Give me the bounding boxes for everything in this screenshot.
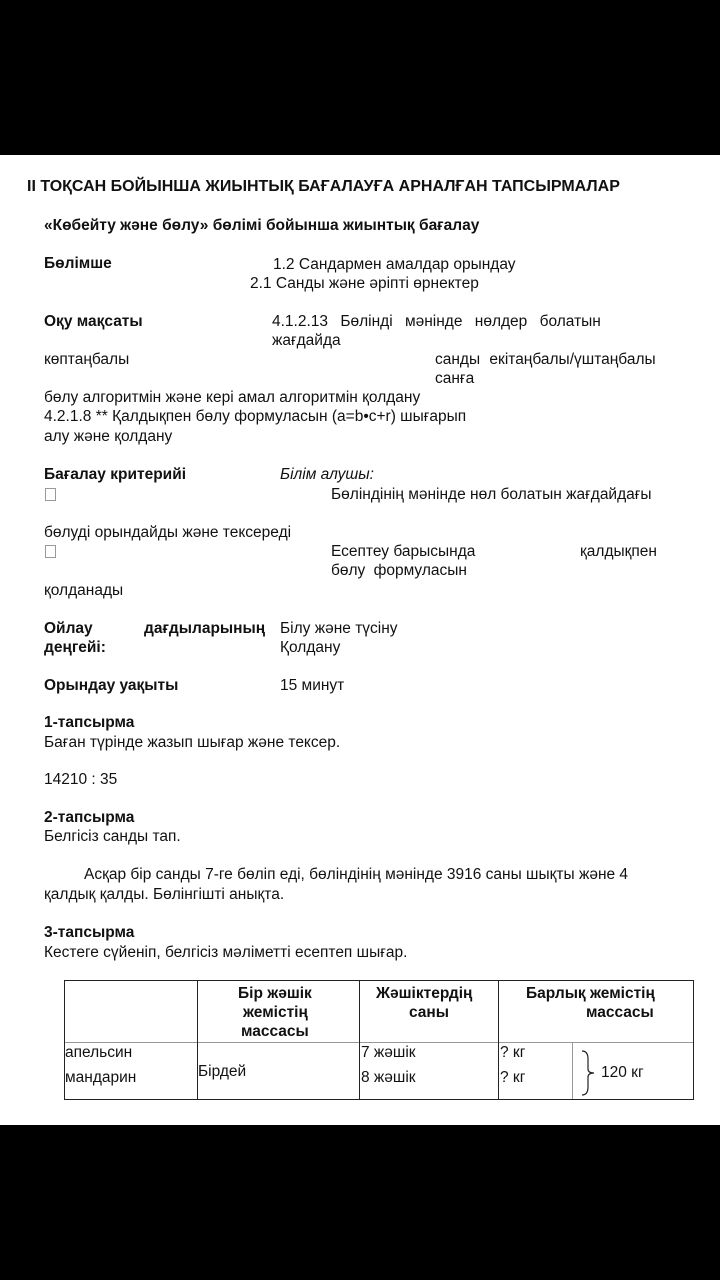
time-value: 15 минут xyxy=(280,677,345,694)
task2-problem-2: қалдық қалды. Бөлінгішті анықта. xyxy=(44,886,285,903)
task1-expression: 14210 : 35 xyxy=(44,771,118,788)
table-header-1b: жемістің xyxy=(243,1004,308,1021)
section-label: Бөлімше xyxy=(44,255,112,272)
table-row-mass: ? кг xyxy=(500,1044,526,1061)
goal-text-5: алу және қолдану xyxy=(44,428,173,445)
criteria-1a: Бөліндінің мәнінде нөл болатын жағдайдағы xyxy=(331,486,652,503)
criteria-1b: бөлуді орындайды және тексереді xyxy=(44,524,292,541)
table-same-value: Бірдей xyxy=(198,1063,247,1080)
table-row-mass: ? кг xyxy=(500,1069,526,1086)
thinking-value-1: Білу және түсіну xyxy=(280,620,398,637)
table-row-boxes: 8 жәшік xyxy=(361,1069,416,1086)
table-header-3b: массасы xyxy=(586,1004,654,1021)
task1-text: Баған түрінде жазып шығар және тексер. xyxy=(44,734,341,751)
thinking-label-1: Ойлау xyxy=(44,620,93,637)
goal-text-4: 4.2.1.8 ** Қалдықпен бөлу формуласын (a=b•c+r) шығарып xyxy=(44,408,467,425)
criteria-learner: Білім алушы: xyxy=(280,466,374,483)
thinking-label-3: деңгейі: xyxy=(44,639,106,656)
section-line-2: 2.1 Санды және әріпті өрнектер xyxy=(250,275,479,292)
goal-text-2a: көптаңбалы xyxy=(44,351,130,368)
task3-title: 3-тапсырма xyxy=(44,924,135,941)
criteria-2a: Есептеу барысында xyxy=(331,543,476,560)
bullet-box-icon xyxy=(45,545,56,558)
goal-label: Оқу мақсаты xyxy=(44,313,143,330)
task2-problem-1: Асқар бір санды 7-ге бөліп еді, бөліндінің мәнінде 3916 саны шықты және 4 xyxy=(84,866,629,883)
table-row-fruit: мандарин xyxy=(65,1069,137,1086)
task2-text: Белгісіз санды тап. xyxy=(44,828,181,845)
document-subtitle: «Көбейту және бөлу» бөлімі бойынша жиынтық бағалау xyxy=(44,217,480,234)
goal-text-1a: 4.1.2.13 Бөлінді мәнінде нөлдер болатын xyxy=(272,313,601,330)
task1-title: 1-тапсырма xyxy=(44,714,135,731)
table-header-3a: Барлық жемістің xyxy=(526,985,655,1002)
table-header-2b: саны xyxy=(409,1004,450,1021)
table-header-2a: Жәшіктердің xyxy=(376,985,473,1002)
time-label: Орындау уақыты xyxy=(44,677,179,694)
document-page xyxy=(0,155,720,1125)
criteria-label: Бағалау критерийі xyxy=(44,466,187,483)
right-brace-icon xyxy=(580,1049,598,1097)
table-row-fruit: апельсин xyxy=(65,1044,133,1061)
thinking-value-2: Қолдану xyxy=(280,639,341,656)
table-row-boxes: 7 жәшік xyxy=(361,1044,416,1061)
task3-text: Кестеге сүйеніп, белгісіз мәліметті есептеп шығар. xyxy=(44,944,408,961)
bullet-box-icon xyxy=(45,488,56,501)
table-header-1a: Бір жәшік xyxy=(238,985,312,1002)
goal-text-2b: санды екітаңбалы/үштаңбалы xyxy=(435,351,656,368)
document-title: II ТОҚСАН БОЙЫНША ЖИЫНТЫҚ БАҒАЛАУҒА АРНАЛҒАН ТАПСЫРМАЛАР xyxy=(27,178,620,195)
goal-text-2c: санға xyxy=(435,370,475,387)
criteria-2b: қалдықпен xyxy=(580,543,657,560)
section-line-1: 1.2 Сандармен амалдар орындау xyxy=(273,256,516,273)
goal-text-1b: жағдайда xyxy=(272,332,341,349)
criteria-2d: қолданады xyxy=(44,582,124,599)
table-header-1c: массасы xyxy=(241,1023,309,1040)
table-total-value: 120 кг xyxy=(601,1064,644,1081)
criteria-2c: бөлу формуласын xyxy=(331,562,467,579)
task2-title: 2-тапсырма xyxy=(44,809,135,826)
goal-text-3: бөлу алгоритмін және кері амал алгоритмін қолдану xyxy=(44,389,421,406)
thinking-label-2: дағдыларының xyxy=(144,620,266,637)
